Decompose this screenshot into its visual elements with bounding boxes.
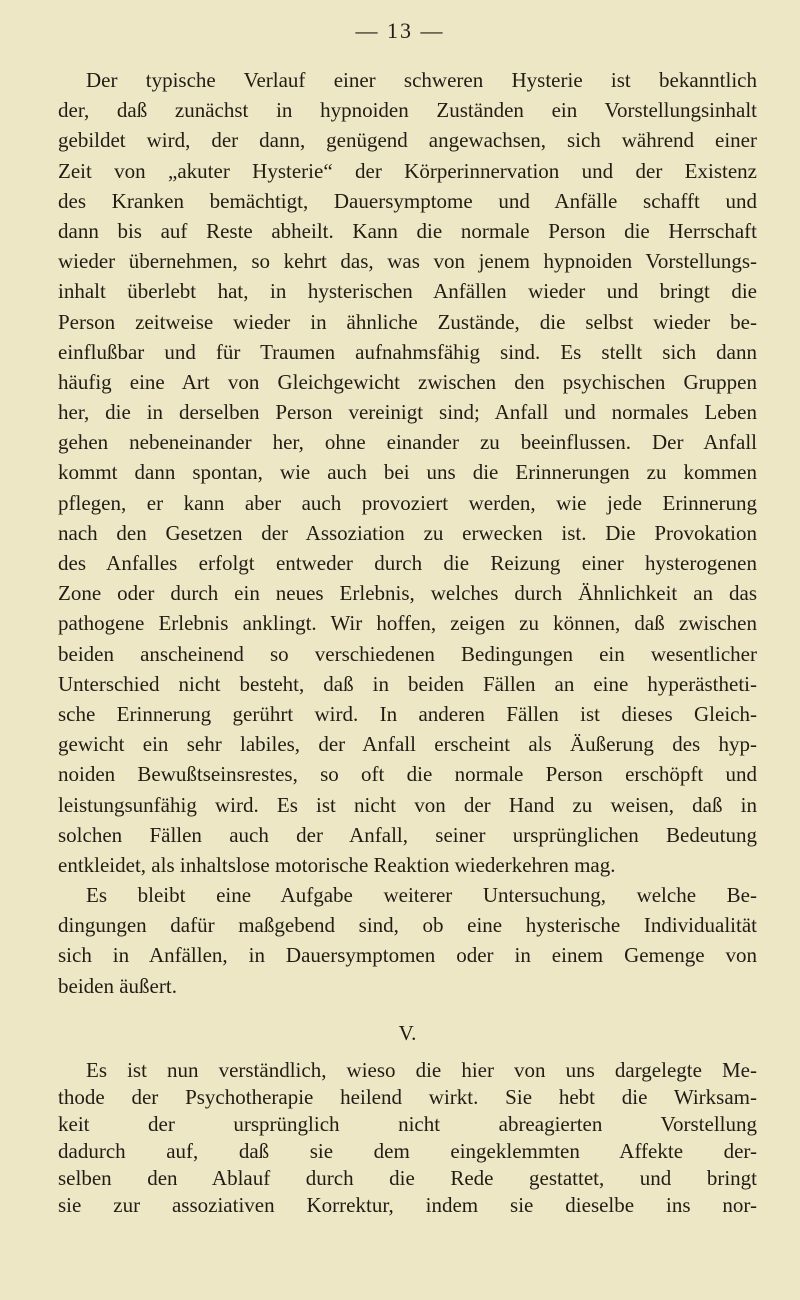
paragraph-1 — [58, 65, 757, 880]
body-text — [58, 65, 757, 1219]
text-line: der, daß zunächst in hypnoiden Zuständen ein Vorstellungsinhalt — [58, 98, 757, 123]
text-line: wieder übernehmen, so kehrt das, was von jenem hypnoiden Vorstellungs- — [58, 249, 757, 274]
text-line: Zeit von „akuter Hysterie“ der Körperinnervation und der Existenz — [58, 158, 757, 183]
text-line: Zone oder durch ein neues Erlebnis, welches durch Ähnlichkeit an das — [58, 581, 757, 606]
text-line: dingungen dafür maßgebend sind, ob eine hysterische Individualität — [58, 913, 757, 938]
text-line: leistungsunfähig wird. Es ist nicht von der Hand zu weisen, daß in — [58, 792, 757, 817]
text-line: Der typische Verlauf einer schweren Hysterie ist bekanntlich — [86, 68, 757, 92]
text-line: dadurch auf, daß sie dem eingeklemmten Affekte der- — [58, 1138, 757, 1163]
text-line: solchen Fällen auch der Anfall, seiner ursprünglichen Bedeutung — [58, 822, 757, 847]
text-line: selben den Ablauf durch die Rede gestattet, und bringt — [58, 1165, 757, 1190]
text-line: Es ist nun verständlich, wieso die hier von uns dargelegte Me- — [86, 1057, 757, 1082]
paragraph-3 — [58, 1057, 757, 1219]
section-heading: V. — [398, 1020, 417, 1045]
text-line: Es bleibt eine Aufgabe weiterer Untersuchung, welche Be- — [86, 883, 757, 908]
text-line: thode der Psychotherapie heilend wirkt. Sie hebt die Wirksam- — [58, 1084, 757, 1109]
text-line: dann bis auf Reste abheilt. Kann die normale Person die Herrschaft — [58, 218, 757, 243]
paragraph-2 — [58, 880, 757, 1001]
text-line: sich in Anfällen, in Dauersymptomen oder in einem Gemenge von — [58, 943, 757, 968]
text-line: des Anfalles erfolgt entweder durch die Reizung einer hysterogenen — [58, 551, 757, 575]
text-line: inhalt überlebt hat, in hysterischen Anfällen wieder und bringt die — [58, 279, 757, 304]
text-line: Unterschied nicht besteht, daß in beiden Fällen an eine hyperästheti- — [58, 671, 757, 696]
page-number: — 13 — — [355, 18, 445, 43]
text-line: gebildet wird, der dann, genügend angewachsen, sich während einer — [58, 128, 757, 153]
text-line: Person zeitweise wieder in ähnliche Zustände, die selbst wieder be- — [58, 309, 757, 334]
text-line: nach den Gesetzen der Assoziation zu erwecken ist. Die Provokation — [58, 520, 757, 545]
text-line: pathogene Erlebnis anklingt. Wir hoffen, zeigen zu können, daß zwischen — [58, 611, 757, 636]
text-line: beiden äußert. — [58, 973, 177, 998]
text-line: des Kranken bemächtigt, Dauersymptome und Anfälle schafft und — [58, 188, 757, 213]
text-line: her, die in derselben Person vereinigt sind; Anfall und normales Leben — [58, 400, 757, 425]
text-line: entkleidet, als inhaltslose motorische Reaktion wiederkehren mag. — [58, 852, 616, 877]
text-line: kommt dann spontan, wie auch bei uns die Erinnerungen zu kommen — [58, 460, 757, 485]
text-line: noiden Bewußtseinsrestes, so oft die normale Person erschöpft und — [58, 762, 757, 787]
text-line: gehen nebeneinander her, ohne einander zu beeinflussen. Der Anfall — [58, 430, 757, 455]
text-line: gewicht ein sehr labiles, der Anfall erscheint als Äußerung des hyp- — [58, 732, 757, 757]
text-line: keit der ursprünglich nicht abreagierten Vorstellung — [58, 1111, 757, 1136]
text-line: pflegen, er kann aber auch provoziert werden, wie jede Erinnerung — [58, 490, 757, 515]
text-line: sche Erinnerung gerührt wird. In anderen Fällen ist dieses Gleich- — [58, 701, 757, 726]
text-line: einflußbar und für Traumen aufnahmsfähig sind. Es stellt sich dann — [58, 339, 757, 364]
text-line: sie zur assoziativen Korrektur, indem sie dieselbe ins nor- — [58, 1192, 757, 1217]
text-line: beiden anscheinend so verschiedenen Bedingungen ein wesentlicher — [58, 641, 757, 666]
text-line: häufig eine Art von Gleichgewicht zwischen den psychischen Gruppen — [58, 369, 757, 394]
